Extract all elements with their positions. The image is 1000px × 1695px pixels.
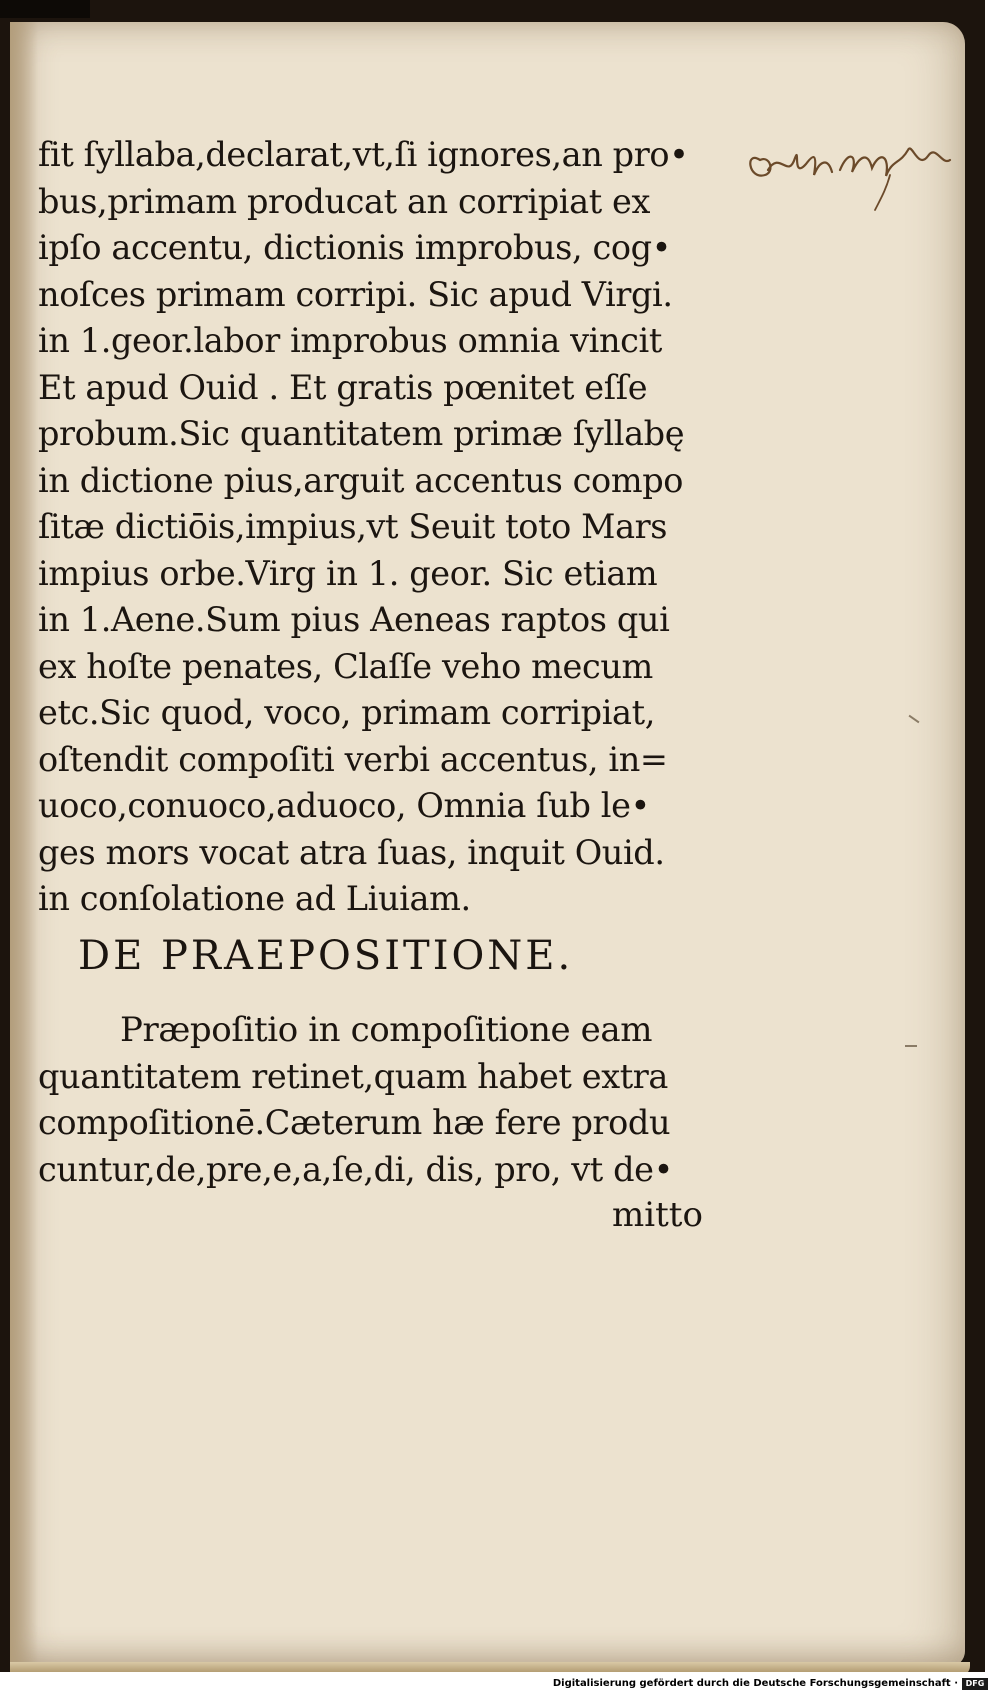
- text-line: quantitatem retinet,quam habet extra: [38, 1056, 668, 1097]
- text-line: in conſolatione ad Liuiam.: [38, 879, 471, 919]
- text-line: oſtendit compoſiti verbi accentus, in=: [38, 739, 668, 780]
- text-line: ex hoſte penates, Claſſe veho mecum: [38, 646, 653, 687]
- text-line: impius orbe.Virg in 1. geor. Sic etiam: [38, 553, 658, 594]
- text-line: cuntur,de,pre,e,a,ſe,di, dis, pro, vt de•: [38, 1149, 673, 1190]
- text-line: uoco,conuoco,aduoco, Omnia ſub le•: [38, 786, 650, 826]
- text-line: noſces primam corripi. Sic apud Virgi.: [38, 274, 673, 315]
- body-text: [38, 132, 738, 923]
- text-line: etc.Sic quod, voco, primam corripiat,: [38, 693, 655, 733]
- section-heading: DE PRAEPOSITIONE.: [78, 933, 574, 979]
- catchword: mitto: [612, 1195, 703, 1235]
- text-line: ſitæ dictiōis,impius,vt Seuit toto Mars: [38, 507, 668, 547]
- text-line: ipſo accentu, dictionis improbus, cog•: [38, 228, 672, 268]
- dfg-logo: DFG: [962, 1678, 988, 1690]
- page-mark: [905, 1045, 917, 1047]
- text-line: probum.Sic quantitatem primæ ſyllabę: [38, 414, 685, 454]
- section-text: [38, 1007, 738, 1193]
- handwritten-marginal-note: [740, 120, 965, 240]
- text-line: Et apud Ouid . Et gratis pœnitet eſſe: [38, 367, 648, 408]
- text-line: in 1.geor.labor improbus omnia vincit: [38, 321, 662, 361]
- footer-bar: [0, 1672, 1000, 1695]
- text-line: in 1.Aene.Sum pius Aeneas raptos qui: [38, 600, 670, 640]
- text-line: compoſitionē.Cæterum hæ fere produ: [38, 1103, 671, 1143]
- text-line: bus,primam producat an corripiat ex: [38, 181, 650, 222]
- text-line: Præpoſitio in compoſitione eam: [120, 1010, 653, 1050]
- scan-edge-strip: [0, 0, 90, 18]
- text-line: fit ſyllaba,declarat,vt,ſi ignores,an pro•: [38, 135, 689, 175]
- footer-credit: Digitalisierung gefördert durch die Deutsche Forschungsgemeinschaft ·: [552, 1678, 958, 1689]
- text-line: ges mors vocat atra ſuas, inquit Ouid.: [38, 832, 665, 873]
- text-line: in dictione pius,arguit accentus compo: [38, 460, 684, 501]
